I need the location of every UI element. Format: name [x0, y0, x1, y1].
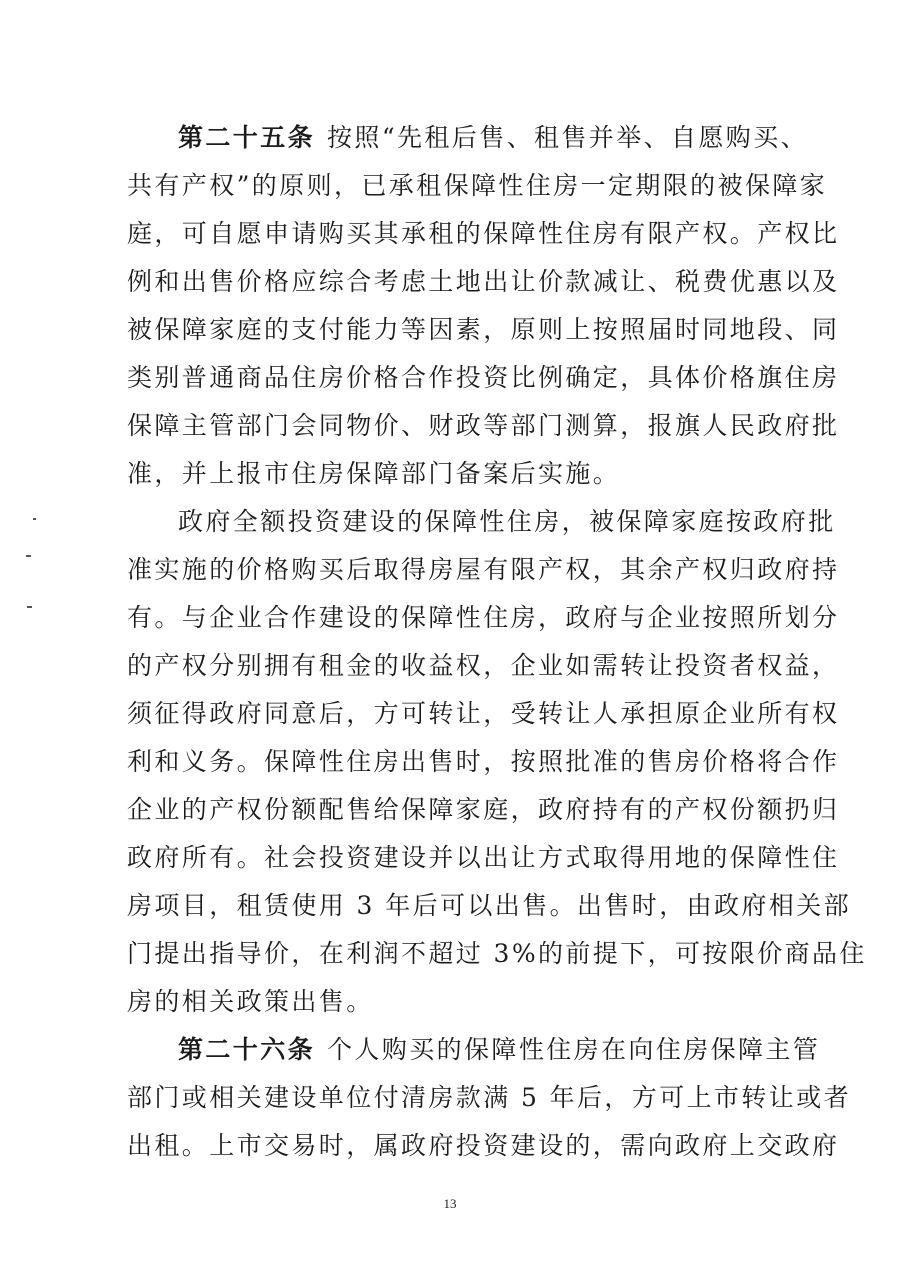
scan-mark	[27, 606, 32, 608]
paragraph-2-line-8: 政府所有。社会投资建设并以出让方式取得用地的保障性住	[127, 843, 840, 872]
article-25-line-6: 类别普通商品住房价格合作投资比例确定，具体价格旗住房	[127, 363, 840, 392]
paragraph-2-line-2: 准实施的价格购买后取得房屋有限产权，其余产权归政府持	[127, 555, 840, 584]
article-25-line-2: 共有产权”的原则，已承租保障性住房一定期限的被保障家	[127, 171, 828, 200]
article-25-line-8: 准，并上报市住房保障部门备案后实施。	[127, 459, 621, 488]
paragraph-2-line-10: 门提出指导价，在利润不超过 3%的前提下，可按限价商品住	[127, 939, 867, 968]
article-25-line-5: 被保障家庭的支付能力等因素，原则上按照届时同地段、同	[127, 315, 840, 344]
article-26-text: 个人购买的保障性住房在向住房保障主管	[327, 1035, 821, 1064]
article-26-line-1	[178, 1030, 821, 1070]
article-25-line-4: 例和出售价格应综合考虑土地出让价款减让、税费优惠以及	[127, 267, 840, 296]
paragraph-2-line-6: 利和义务。保障性住房出售时，按照批准的售房价格将合作	[127, 747, 840, 776]
paragraph-2-line-7: 企业的产权份额配售给保障家庭，政府持有的产权份额扔归	[127, 795, 840, 824]
article-25-line-3: 庭，可自愿申请购买其承租的保障性住房有限产权。产权比	[127, 219, 840, 248]
paragraph-2-line-9: 房项目，租赁使用 3 年后可以出售。出售时，由政府相关部	[127, 891, 852, 920]
article-26-line-2: 部门或相关建设单位付清房款满 5 年后，方可上市转让或者	[127, 1083, 852, 1112]
page-number: 13	[443, 1196, 457, 1211]
paragraph-2-line-5: 须征得政府同意后，方可转让，受转让人承担原企业所有权	[127, 699, 840, 728]
paragraph-2-line-3: 有。与企业合作建设的保障性住房，政府与企业按照所划分	[127, 603, 840, 632]
article-26-line-3: 出租。上市交易时，属政府投资建设的，需向政府上交政府	[127, 1131, 840, 1160]
paragraph-2-line-4: 的产权分别拥有租金的收益权，企业如需转让投资者权益，	[127, 651, 840, 680]
scan-mark	[26, 555, 31, 557]
article-26-label: 第二十六条	[178, 1035, 316, 1064]
article-25-label: 第二十五条	[178, 123, 316, 152]
article-25-line-7: 保障主管部门会同物价、财政等部门测算，报旗人民政府批	[127, 411, 840, 440]
article-25-text: 按照“先租后售、租售并举、自愿购买、	[327, 123, 808, 152]
paragraph-2-line-11: 房的相关政策出售。	[127, 987, 374, 1016]
scan-mark	[33, 518, 36, 520]
paragraph-2-line-1: 政府全额投资建设的保障性住房，被保障家庭按政府批	[178, 507, 836, 536]
article-25-line-1	[178, 118, 808, 158]
